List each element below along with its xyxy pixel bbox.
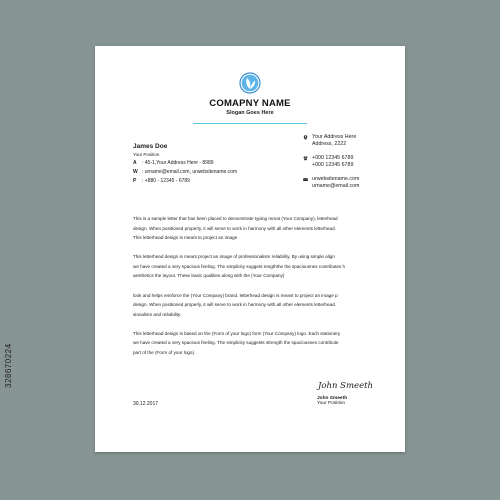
contact-address-line2: Address, 2222 xyxy=(312,141,347,147)
address-label: A xyxy=(133,160,137,166)
contact-phone xyxy=(303,155,359,169)
paragraph-line: design. When positioned properly, it will serve to work in harmony with all other elements letterhead. xyxy=(133,225,336,231)
letterhead-page xyxy=(95,46,405,452)
signer-name: John Smeeth xyxy=(317,396,348,401)
header-divider xyxy=(193,123,307,124)
sender-phone-row: P : +880 - 12345 - 6789 xyxy=(133,178,190,184)
envelope-icon xyxy=(303,177,308,182)
sender-address-row: A : 45-1,Your Address Here - 8989 xyxy=(133,160,214,166)
signer-block xyxy=(317,396,347,406)
contact-address xyxy=(303,134,359,148)
sender-web-row: W : urname@email.com, urwebsitename.com xyxy=(133,169,238,175)
paragraph-2 xyxy=(133,252,367,281)
paragraph-4 xyxy=(133,329,367,358)
contact-phone-line2: +000 12345 6789 xyxy=(312,162,354,168)
leaf-logo-icon xyxy=(239,72,261,94)
paragraph-line: we have created a very spacious feeling. The simplicity suggests strength the spaciousnes contribute xyxy=(133,340,339,346)
sender-address: 45-1,Your Address Here - 8989 xyxy=(144,160,214,166)
sender-name: James Doe xyxy=(133,143,168,150)
sender-phone: +880 - 12345 - 6789 xyxy=(144,178,190,184)
paragraph-line: This letterhead design is meant project an image of professionalism reliability. By using simple align xyxy=(133,254,335,260)
contact-phone-line1: +000 12345 6789 xyxy=(312,155,354,161)
paragraph-line: aesthetics the layout. These basic qualities along with the (Your Company) xyxy=(133,273,285,279)
paragraph-1 xyxy=(133,214,367,243)
paragraph-line: This letterhead design is meant to project an image xyxy=(133,235,238,241)
paragraph-line: This letterhead design is based on the (Form of your logo) form (Your Company) logo. Each stationery xyxy=(133,330,341,336)
sender-block xyxy=(133,143,237,184)
company-name: COMAPNY NAME xyxy=(209,98,291,109)
company-slogan: Slogan Goes Here xyxy=(226,110,274,116)
sender-web: urname@email.com, urwebsitename.com xyxy=(144,169,238,175)
contact-block xyxy=(303,134,359,190)
paragraph-line: design. When positioned properly, it will serve to work in harmony with all other elements letterhead. xyxy=(133,302,336,308)
location-pin-icon xyxy=(303,135,308,140)
paragraph-line: part of the (Form of your logo). xyxy=(133,350,196,356)
web-label: W xyxy=(133,169,138,175)
letter-date: 30.12.2017 xyxy=(133,401,159,407)
phone-label: P xyxy=(133,178,137,184)
contact-web-line2: urname@email.com xyxy=(312,183,360,189)
signer-position: Your Position xyxy=(317,401,346,406)
sender-position: Your Position xyxy=(133,152,160,157)
paragraph-line: look and helps reinforce the (Your Company) brand. letterhead design is meant to project an image p xyxy=(133,292,338,298)
contact-web-line1: urwebsitename.com xyxy=(312,176,360,182)
paragraph-line: we have created a very spacious feeling. The simplicity suggest rengththe the spaciousnes contributes h xyxy=(133,263,346,269)
image-id-label: 328670224 xyxy=(4,343,13,388)
paragraph-line: sionalism and reliability. xyxy=(133,311,182,317)
contact-address-line1: Your Address Here xyxy=(312,134,357,140)
letter-body xyxy=(133,214,367,367)
paragraph-line: This is a sample letter that has been placed to demonstrate typing remat (Your Company), letterhead xyxy=(133,216,338,221)
phone-icon xyxy=(303,156,308,161)
paragraph-3 xyxy=(133,291,367,320)
contact-web xyxy=(303,176,359,190)
signature-script: John Smeeth xyxy=(318,381,374,391)
